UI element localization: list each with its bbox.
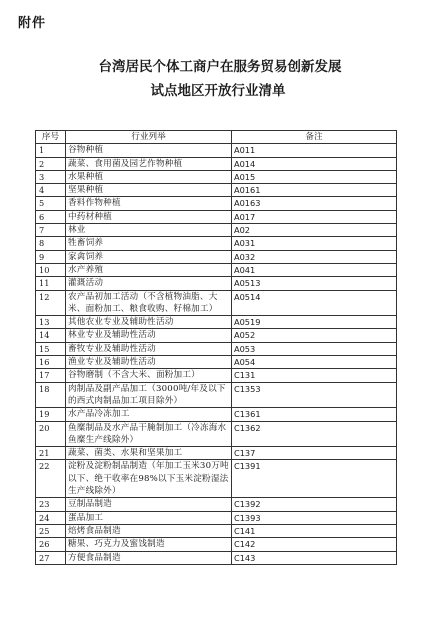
row-note: A032: [232, 250, 397, 263]
row-number: 3: [36, 170, 66, 183]
table-row: [36, 210, 397, 223]
row-number: 6: [36, 210, 66, 223]
table-row: [36, 197, 397, 210]
row-note: A053: [232, 342, 397, 355]
row-number: 26: [36, 538, 66, 551]
table-row: [36, 356, 397, 369]
row-industry: 水果种植: [66, 170, 232, 183]
row-note: C141: [232, 524, 397, 537]
row-note: C1392: [232, 498, 397, 511]
row-number: 5: [36, 197, 66, 210]
column-header-number: 序号: [36, 131, 66, 144]
row-note: A014: [232, 157, 397, 170]
document-title: 台湾居民个体工商户在服务贸易创新发展: [98, 59, 342, 75]
table-row: [36, 290, 397, 316]
row-industry: 焙烤食品制造: [66, 524, 232, 537]
row-number: 25: [36, 524, 66, 537]
row-note: C1361: [232, 408, 397, 421]
row-number: 12: [36, 290, 66, 316]
row-note: A031: [232, 237, 397, 250]
row-industry: 鱼糜制品及水产品干腌制加工（冷冻海水鱼糜生产线除外）: [66, 421, 232, 447]
row-note: A0161: [232, 184, 397, 197]
table-row: [36, 237, 397, 250]
row-number: 10: [36, 263, 66, 276]
table-row: [36, 498, 397, 511]
table-row: [36, 277, 397, 290]
row-note: C142: [232, 538, 397, 551]
table-row: [36, 250, 397, 263]
row-industry: 其他农业专业及辅助性活动: [66, 316, 232, 329]
table-header-row: [36, 131, 397, 144]
row-number: 8: [36, 237, 66, 250]
row-number: 20: [36, 421, 66, 447]
row-number: 17: [36, 369, 66, 382]
row-industry: 家禽饲养: [66, 250, 232, 263]
table-row: [36, 224, 397, 237]
table-row: [36, 184, 397, 197]
row-industry: 谷物种植: [66, 144, 232, 157]
row-industry: 林业专业及辅助性活动: [66, 329, 232, 342]
table-row: [36, 329, 397, 342]
table-row: [36, 382, 397, 408]
table-row: [36, 157, 397, 170]
row-number: 1: [36, 144, 66, 157]
row-note: A054: [232, 356, 397, 369]
table-row: [36, 447, 397, 460]
table-row: [36, 263, 397, 276]
table-row: [36, 408, 397, 421]
row-note: C143: [232, 551, 397, 564]
row-industry: 水产品冷冻加工: [66, 408, 232, 421]
row-note: A041: [232, 263, 397, 276]
row-industry: 肉制品及副产品加工（3000吨/年及以下的西式肉制品加工项目除外）: [66, 382, 232, 408]
row-industry: 畜牧专业及辅助性活动: [66, 342, 232, 355]
row-note: A0514: [232, 290, 397, 316]
column-header-industry: 行业列举: [66, 131, 232, 144]
row-number: 18: [36, 382, 66, 408]
row-note: C131: [232, 369, 397, 382]
row-number: 13: [36, 316, 66, 329]
row-industry: 香料作物种植: [66, 197, 232, 210]
table-row: [36, 170, 397, 183]
table-row: [36, 511, 397, 524]
row-number: 27: [36, 551, 66, 564]
table-row: [36, 144, 397, 157]
row-note: C1393: [232, 511, 397, 524]
row-note: C1353: [232, 382, 397, 408]
table-row: [36, 538, 397, 551]
table-row: [36, 342, 397, 355]
row-note: A02: [232, 224, 397, 237]
row-industry: 糖果、巧克力及蜜饯制造: [66, 538, 232, 551]
row-industry: 灌溉活动: [66, 277, 232, 290]
row-industry: 渔业专业及辅助性活动: [66, 356, 232, 369]
row-note: C1391: [232, 460, 397, 498]
row-industry: 方便食品制造: [66, 551, 232, 564]
row-industry: 淀粉及淀粉制品制造（年加工玉米30万吨以下、绝干收率在98%以下玉米淀粉湿法生产线除外）: [66, 460, 232, 498]
row-number: 9: [36, 250, 66, 263]
row-number: 16: [36, 356, 66, 369]
row-number: 14: [36, 329, 66, 342]
table-body: [36, 144, 397, 565]
row-number: 23: [36, 498, 66, 511]
row-number: 22: [36, 460, 66, 498]
column-header-note: 备注: [232, 131, 397, 144]
row-note: A015: [232, 170, 397, 183]
table-row: [36, 460, 397, 498]
industry-table: [35, 130, 397, 565]
row-industry: 蔬菜、食用菌及园艺作物种植: [66, 157, 232, 170]
document-subtitle: 试点地区开放行业清单: [150, 83, 286, 99]
row-number: 24: [36, 511, 66, 524]
table-row: [36, 369, 397, 382]
row-industry: 水产养殖: [66, 263, 232, 276]
row-industry: 牲畜饲养: [66, 237, 232, 250]
row-note: C137: [232, 447, 397, 460]
row-number: 15: [36, 342, 66, 355]
row-industry: 农产品初加工活动（不含植物油脂、大米、面粉加工、粮食收购、籽棉加工）: [66, 290, 232, 316]
table-row: [36, 551, 397, 564]
row-industry: 谷物磨制（不含大米、面粉加工）: [66, 369, 232, 382]
row-industry: 中药材种植: [66, 210, 232, 223]
row-note: A017: [232, 210, 397, 223]
row-number: 7: [36, 224, 66, 237]
row-note: A011: [232, 144, 397, 157]
row-industry: 蔬菜、菌类、水果和坚果加工: [66, 447, 232, 460]
row-note: A0513: [232, 277, 397, 290]
attachment-label: 附件: [18, 16, 47, 31]
row-number: 19: [36, 408, 66, 421]
row-industry: 蛋品加工: [66, 511, 232, 524]
row-note: A0163: [232, 197, 397, 210]
row-number: 21: [36, 447, 66, 460]
table-row: [36, 524, 397, 537]
row-number: 4: [36, 184, 66, 197]
row-note: C1362: [232, 421, 397, 447]
table-row: [36, 421, 397, 447]
row-number: 11: [36, 277, 66, 290]
row-industry: 豆制品制造: [66, 498, 232, 511]
row-number: 2: [36, 157, 66, 170]
row-industry: 林业: [66, 224, 232, 237]
table-row: [36, 316, 397, 329]
row-note: A0519: [232, 316, 397, 329]
row-note: A052: [232, 329, 397, 342]
row-industry: 坚果种植: [66, 184, 232, 197]
